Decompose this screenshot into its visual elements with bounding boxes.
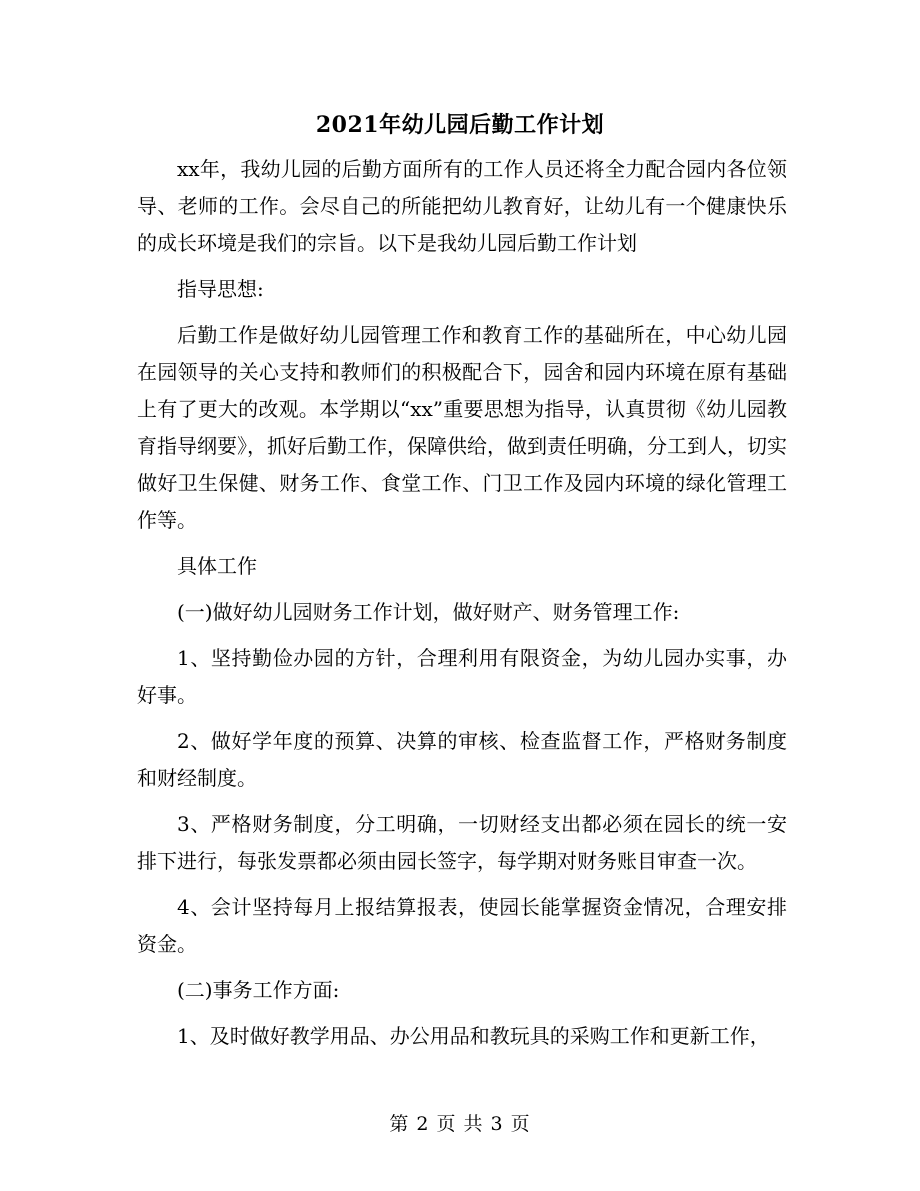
paragraph-section-one-heading: (一)做好幼儿园财务工作计划，做好财产、财务管理工作:	[177, 600, 680, 624]
paragraph-section-two-item-1: 1、及时做好教学用品、办公用品和教玩具的采购工作和更新工作，	[177, 1024, 770, 1048]
page-number-footer: 第 2 页 共 3 页	[389, 1113, 531, 1135]
paragraph-section-two-heading: (二)事务工作方面:	[177, 978, 340, 1002]
paragraph-guiding-heading: 指导思想:	[177, 277, 264, 301]
paragraph-specific-heading: 具体工作	[177, 554, 257, 578]
paragraph-item-3: 3、严格财务制度，分工明确，一切财经支出都必须在园长的统一安排下进行，每张发票都必须由园长签字，每学期对财务账目审查一次。	[137, 812, 787, 873]
document-body	[137, 151, 787, 1064]
paragraph-item-1: 1、坚持勤俭办园的方针，合理利用有限资金，为幼儿园办实事，办好事。	[137, 646, 787, 707]
paragraph-item-2: 2、做好学年度的预算、决算的审核、检查监督工作，严格财务制度和财经制度。	[137, 729, 787, 790]
paragraph-guiding-content: 后勤工作是做好幼儿园管理工作和教育工作的基础所在，中心幼儿园在园领导的关心支持和教师们的积极配合下，园舍和园内环境在原有基础上有了更大的改观。本学期以“xx”重要思想为指导，认真贯彻《幼儿园教育指导纲要》，抓好后勤工作，保障供给，做到责任明确，分工到人，切实做好卫生保健、财务工作、食堂工作、门卫工作及园内环境的绿化管理工作等。	[137, 323, 787, 532]
paragraph-item-4: 4、会计坚持每月上报结算报表，使园长能掌握资金情况，合理安排资金。	[137, 895, 787, 956]
document-title: 2021年幼儿园后勤工作计划	[315, 112, 605, 138]
paragraph-intro: xx年，我幼儿园的后勤方面所有的工作人员还将全力配合园内各位领导、老师的工作。会尽自己的所能把幼儿教育好，让幼儿有一个健康快乐的成长环境是我们的宗旨。以下是我幼儿园后勤工作计划	[137, 157, 787, 255]
